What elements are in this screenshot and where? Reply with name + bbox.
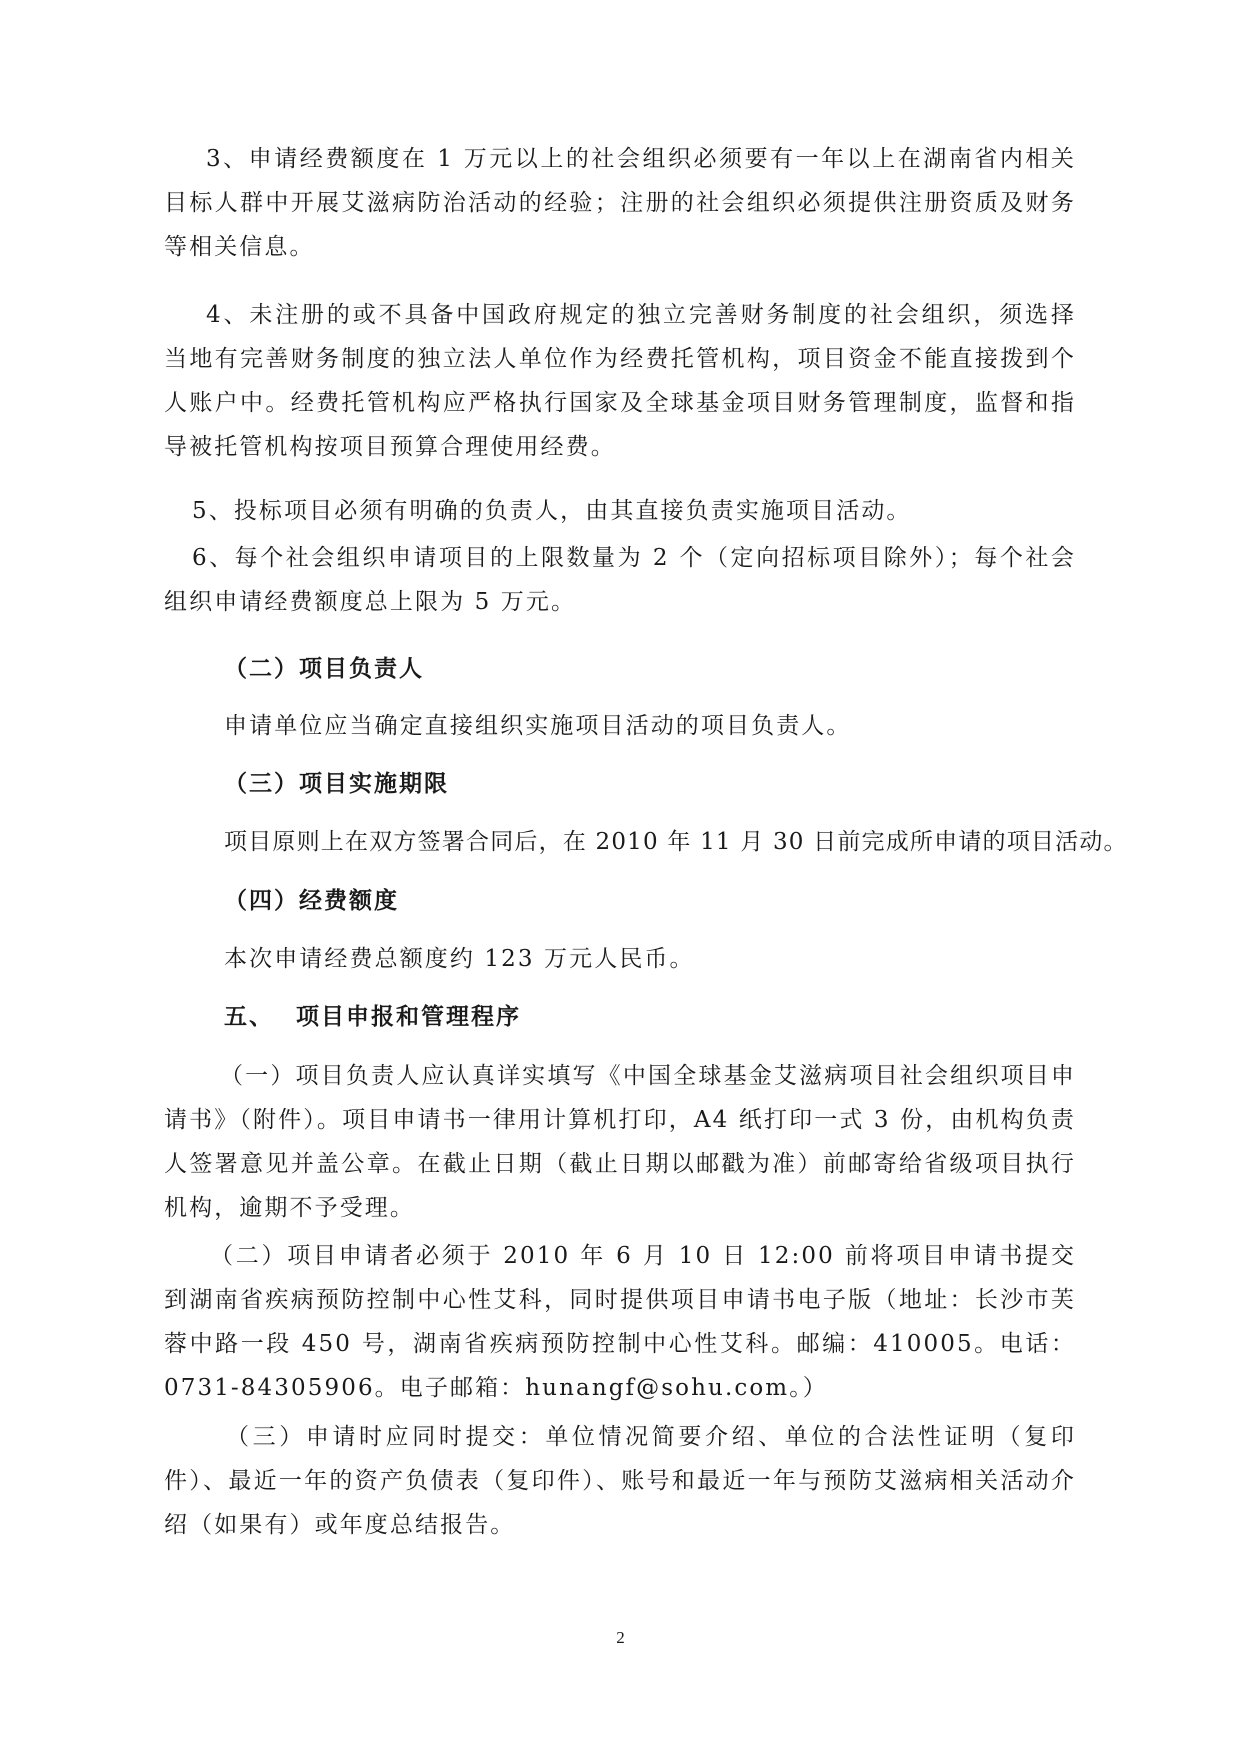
section-3-body: 项目原则上在双方签署合同后，在 2010 年 11 月 30 日前完成所申请的项目活动。 [224, 829, 1128, 855]
item-4-paragraph: 4、未注册的或不具备中国政府规定的独立完善财务制度的社会组织，须选择当地有完善财务制度的独立法人单位作为经费托管机构，项目资金不能直接拨到个人账户中。经费托管机构应严格执行国家及全球基金项目财务管理制度，监督和指导被托管机构按项目预算合理使用经费。 [164, 302, 1076, 460]
section-4-heading: （四）经费额度 [224, 888, 399, 914]
part-5-title: 项目申报和管理程序 [296, 1004, 521, 1030]
section-2-heading: （二）项目负责人 [224, 656, 424, 682]
section-4-body: 本次申请经费总额度约 123 万元人民币。 [224, 946, 695, 972]
section-3-heading: （三）项目实施期限 [224, 771, 449, 797]
part-5-paragraph-a: （一）项目负责人应认真详实填写《中国全球基金艾滋病项目社会组织项目申请书》（附件）。项目申请书一律用计算机打印，A4 纸打印一式 3 份，由机构负责人签署意见并盖公章。在截止日期（截止日期以邮戳为准）前邮寄给省级项目执行机构，逾期不予受理。 [164, 1063, 1076, 1221]
item-5-paragraph: 5、投标项目必须有明确的负责人，由其直接负责实施项目活动。 [192, 498, 912, 524]
part-5-number: 五、 [224, 1004, 274, 1030]
item-3-paragraph: 3、申请经费额度在 1 万元以上的社会组织必须要有一年以上在湖南省内相关目标人群中开展艾滋病防治活动的经验；注册的社会组织必须提供注册资质及财务等相关信息。 [164, 146, 1076, 260]
item-6-paragraph: 6、每个社会组织申请项目的上限数量为 2 个（定向招标项目除外）；每个社会组织申请经费额度总上限为 5 万元。 [164, 545, 1076, 615]
section-2-body: 申请单位应当确定直接组织实施项目活动的项目负责人。 [224, 713, 852, 739]
page-number: 2 [616, 1628, 625, 1647]
part-5-paragraph-c: （三）申请时应同时提交：单位情况简要介绍、单位的合法性证明（复印件）、最近一年的资产负债表（复印件）、账号和最近一年与预防艾滋病相关活动介绍（如果有）或年度总结报告。 [164, 1424, 1076, 1538]
part-5-paragraph-b: （二）项目申请者必须于 2010 年 6 月 10 日 12:00 前将项目申请书提交到湖南省疾病预防控制中心性艾科，同时提供项目申请书电子版（地址：长沙市芙蓉中路一段 450 号，湖南省疾病预防控制中心性艾科。邮编：410005。电话：0731-84305906。电子邮箱：hunangf@sohu.com。） [164, 1243, 1076, 1401]
